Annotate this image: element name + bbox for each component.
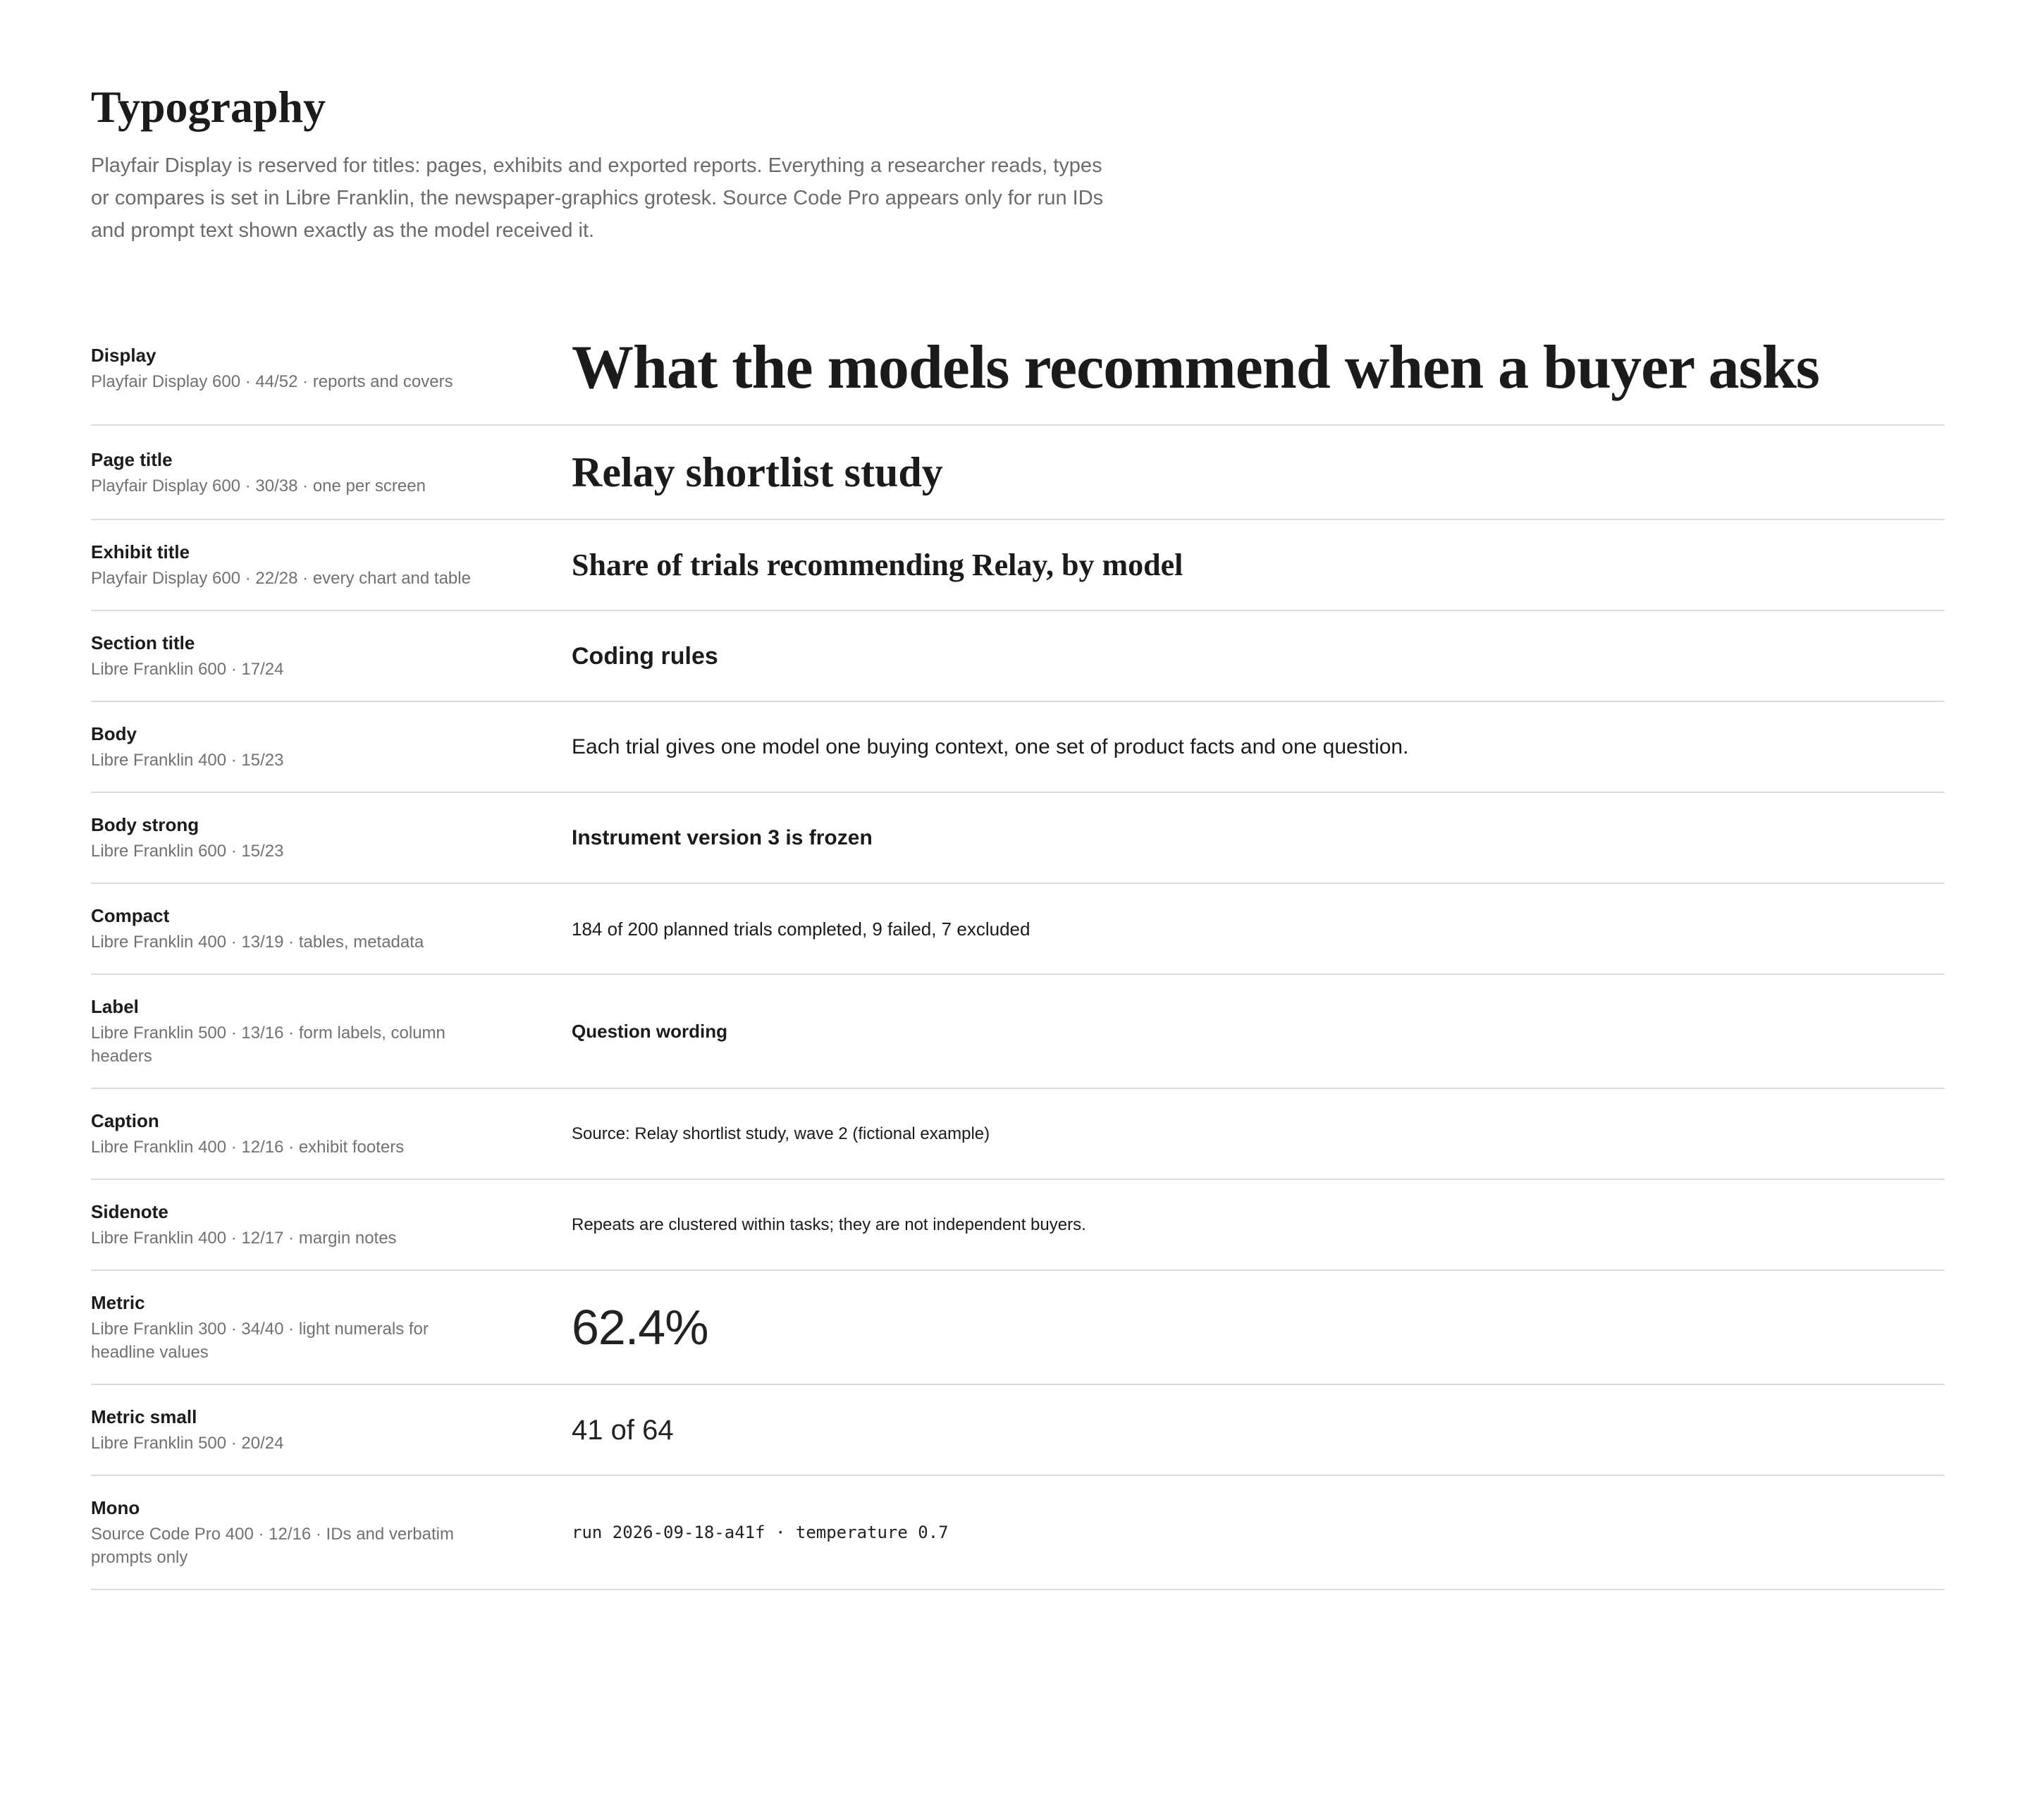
type-style-spec: Playfair Display 600 · 22/28 · every chart and table — [91, 569, 471, 588]
type-meta — [91, 1405, 572, 1455]
type-style-spec: Libre Franklin 400 · 12/17 · margin notes — [91, 1229, 397, 1248]
intro-paragraph: Playfair Display is reserved for titles: pages, exhibits and exported reports. Everything a researcher reads, types or compares is set in Libre Franklin, the newspaper-graphics grotesk. Source Code Pro appears only for run IDs and prompt text shown exactly as the model received it. — [91, 154, 1104, 242]
type-row-mono — [91, 1476, 1945, 1590]
type-sample-compact: 184 of 200 planned trials completed, 9 failed, 7 excluded — [572, 918, 1031, 940]
type-style-spec: Libre Franklin 600 · 15/23 — [91, 842, 284, 861]
type-style-name: Metric — [91, 1292, 145, 1313]
type-row-section-title — [91, 611, 1945, 702]
type-row-metric-small — [91, 1385, 1945, 1476]
type-style-spec: Playfair Display 600 · 30/38 · one per screen — [91, 476, 426, 496]
type-style-spec: Source Code Pro 400 · 12/16 · IDs and verbatim prompts only — [91, 1525, 454, 1567]
type-meta — [91, 448, 572, 498]
type-row-exhibit-title — [91, 520, 1945, 611]
type-row-body — [91, 702, 1945, 793]
type-style-name: Mono — [91, 1497, 140, 1518]
type-sample-exhibit-title: Share of trials recommending Relay, by model — [572, 547, 1183, 582]
type-style-name: Body — [91, 723, 137, 744]
type-meta — [91, 1496, 572, 1569]
type-meta — [91, 631, 572, 681]
type-meta — [91, 904, 572, 954]
type-sample-page-title: Relay shortlist study — [572, 449, 943, 496]
type-sample-label: Question wording — [572, 1021, 727, 1042]
type-sample-metric-small: 41 of 64 — [572, 1414, 674, 1446]
type-row-caption — [91, 1089, 1945, 1180]
type-style-name: Section title — [91, 632, 195, 653]
type-row-metric — [91, 1271, 1945, 1385]
typography-page — [91, 78, 1945, 1590]
type-meta — [91, 722, 572, 772]
type-style-spec: Playfair Display 600 · 44/52 · reports and covers — [91, 371, 453, 391]
type-meta — [91, 1109, 572, 1159]
type-style-spec: Libre Franklin 500 · 20/24 — [91, 1434, 284, 1453]
type-style-spec: Libre Franklin 400 · 15/23 — [91, 751, 284, 770]
type-style-spec: Libre Franklin 300 · 34/40 · light numerals for headline values — [91, 1320, 429, 1362]
type-sample-sidenote: Repeats are clustered within tasks; they are not independent buyers. — [572, 1215, 1086, 1234]
type-row-sidenote — [91, 1180, 1945, 1271]
type-meta — [91, 995, 572, 1068]
type-scale-list — [91, 310, 1945, 1590]
type-style-name: Display — [91, 344, 156, 366]
page-title: Typography — [91, 82, 326, 132]
type-style-name: Page title — [91, 448, 173, 470]
type-style-name: Exhibit title — [91, 541, 190, 562]
type-style-spec: Libre Franklin 600 · 17/24 — [91, 660, 284, 679]
type-meta — [91, 1291, 572, 1364]
type-style-name: Body strong — [91, 814, 199, 835]
type-meta — [91, 343, 572, 393]
type-row-page-title — [91, 426, 1945, 520]
type-sample-body-strong: Instrument version 3 is frozen — [572, 825, 873, 849]
type-row-body-strong — [91, 793, 1945, 884]
type-sample-section-title: Coding rules — [572, 642, 718, 670]
type-style-spec: Libre Franklin 500 · 13/16 · form labels, column headers — [91, 1023, 445, 1066]
type-row-compact — [91, 884, 1945, 975]
type-meta — [91, 813, 572, 863]
type-style-name: Metric small — [91, 1406, 197, 1427]
type-style-name: Label — [91, 996, 139, 1017]
type-style-spec: Libre Franklin 400 · 13/19 · tables, metadata — [91, 933, 424, 952]
type-sample-display: What the models recommend when a buyer asks — [572, 333, 1820, 402]
type-sample-metric: 62.4% — [572, 1300, 708, 1355]
type-row-label — [91, 975, 1945, 1089]
type-style-name: Sidenote — [91, 1201, 168, 1222]
type-sample-body: Each trial gives one model one buying context, one set of product facts and one question. — [572, 734, 1409, 758]
type-meta — [91, 540, 572, 590]
type-sample-mono: run 2026-09-18-a41f · temperature 0.7 — [572, 1523, 949, 1542]
type-sample-caption: Source: Relay shortlist study, wave 2 (fictional example) — [572, 1124, 990, 1143]
type-style-name: Caption — [91, 1110, 159, 1131]
type-style-spec: Libre Franklin 400 · 12/16 · exhibit footers — [91, 1138, 405, 1157]
type-meta — [91, 1200, 572, 1250]
type-row-display — [91, 310, 1945, 426]
type-style-name: Compact — [91, 905, 170, 926]
